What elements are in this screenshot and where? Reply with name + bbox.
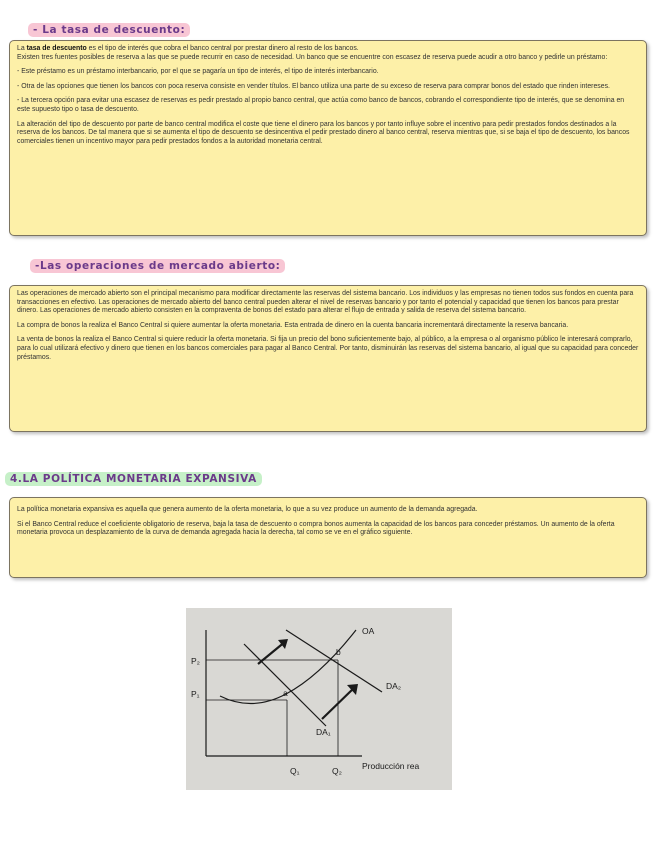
term-tasa-descuento: tasa de descuento [26,45,87,52]
paragraph-intro [17,45,639,62]
label-a: a [283,688,288,698]
label-da1: DA₁ [316,727,331,737]
text-rest: es el tipo de interés que cobra el banco central por prestar dinero al resto de los bancos. [86,45,359,52]
curve-da2 [286,630,382,692]
label-oa: OA [362,626,375,636]
label-q2: Q₂ [332,766,342,776]
bullet-banco-central: - La tercera opción para evitar una escasez de reservas es pedir prestado al propio banco central, que actúa como banco de bancos, cobrando el correspondiente tipo de interés, que se denomina en este supuesto tipo o tasa de descuento. [17,97,625,113]
bullet-vender-titulos: - Otra de las opciones que tienen los bancos con poca reserva consiste en vender títulos. El banco utiliza una parte de su exceso de reserva para comprar bonos del estado que rinden intereses. [17,82,610,90]
heading-politica-expansiva: 4.LA POLÍTICA MONETARIA EXPANSIVA [5,472,262,486]
graph-svg [186,608,452,790]
label-b: b [336,647,341,657]
paragraph-mercado-2: La compra de bonos la realiza el Banco Central si quiere aumentar la oferta monetaria. Esta entrada de dinero en la cuenta bancaria incrementará directamente la reserva bancaria. [17,321,569,329]
label-p1: P₁ [191,689,200,699]
box-politica-expansiva [9,497,647,578]
label-q1: Q₁ [290,766,300,776]
text-line2: Existen tres fuentes posibles de reserva a las que se puede recurrir en caso de necesidad. Un banco que se encuentre con escasez de reserva puede acudir a otro banco y pedirle un préstamo: [17,53,608,61]
box-mercado-abierto [9,285,647,432]
paragraph-expansiva-1: La política monetaria expansiva es aquella que genera aumento de la oferta monetaria, lo que a su vez produce un aumento de la demanda agregada. [17,506,478,513]
paragraph-closing: La alteración del tipo de descuento por parte de banco central modifica el coste que tiene el dinero para los bancos y por tanto influye sobre el incentivo para pedir prestados fondos destinados a la reserva de los bancos. De tal manera que si se aumenta el tipo de descuento se desincentiva el pedir prestado dinero al banco central, reserva mientras que, si se baja el tipo de descuento, los bancos comerciales tienen un incentivo mayor para pedir prestados fondos a la autoridad monetaria central. [17,120,630,145]
text-lead: La [17,45,27,52]
paragraph-mercado-3: La venta de bonos la realiza el Banco Central si quiere reducir la oferta monetaria. Si fija un precio del bono suficientemente bajo, al público, a la empresa o al organismo público le interesará comprarlo, para lo cual utilizará efectivo y dinero que tienen en los bancos comerciales para pagar al Banco Central. Por tanto, disminuirán las reservas del sistema bancario, al igual que su capacidad para conceder préstamos. [17,336,639,361]
label-p2: P₂ [191,656,200,666]
heading-tasa-descuento: - La tasa de descuento: [28,23,190,37]
heading-mercado-abierto: -Las operaciones de mercado abierto: [30,259,285,273]
curve-da1 [244,644,326,726]
arrow-lower [322,686,356,719]
label-x-axis: Producción rea [362,761,420,771]
figure-oferta-demanda [186,608,452,790]
paragraph-mercado-1: Las operaciones de mercado abierto son el principal mecanismo para modificar directamente las reservas del sistema bancario. Los individuos y las empresas no tienen todos sus fondos en cuenta para transacciones en efectivo. Las operaciones de mercado abierto del banco central pueden alterar el nivel de reservas bancario y por tanto el potencial y capacidad que tienen los bancos para prestar dinero. Las operaciones de mercado abierto consisten en la compraventa de bonos del estado para alterar el flujo de entrada y salida de reserva del sistema bancario. [17,290,634,315]
box-tasa-descuento [9,40,647,236]
curve-oa [220,630,356,704]
label-da2: DA₂ [386,681,402,691]
paragraph-expansiva-2: Si el Banco Central reduce el coeficiente obligatorio de reserva, baja la tasa de descuento o compra bonos aumenta la capacidad de los bancos para conceder préstamos. Un aumento de la oferta monetaria provoca un desplazamiento de la curva de demanda agregada hacia la derecha, tal como se ve en el gráfico siguiente. [17,520,615,537]
bullet-interbancario: - Este préstamo es un préstamo interbancario, por el que se pagaría un tipo de interés, el tipo de interés interbancario. [17,68,379,76]
